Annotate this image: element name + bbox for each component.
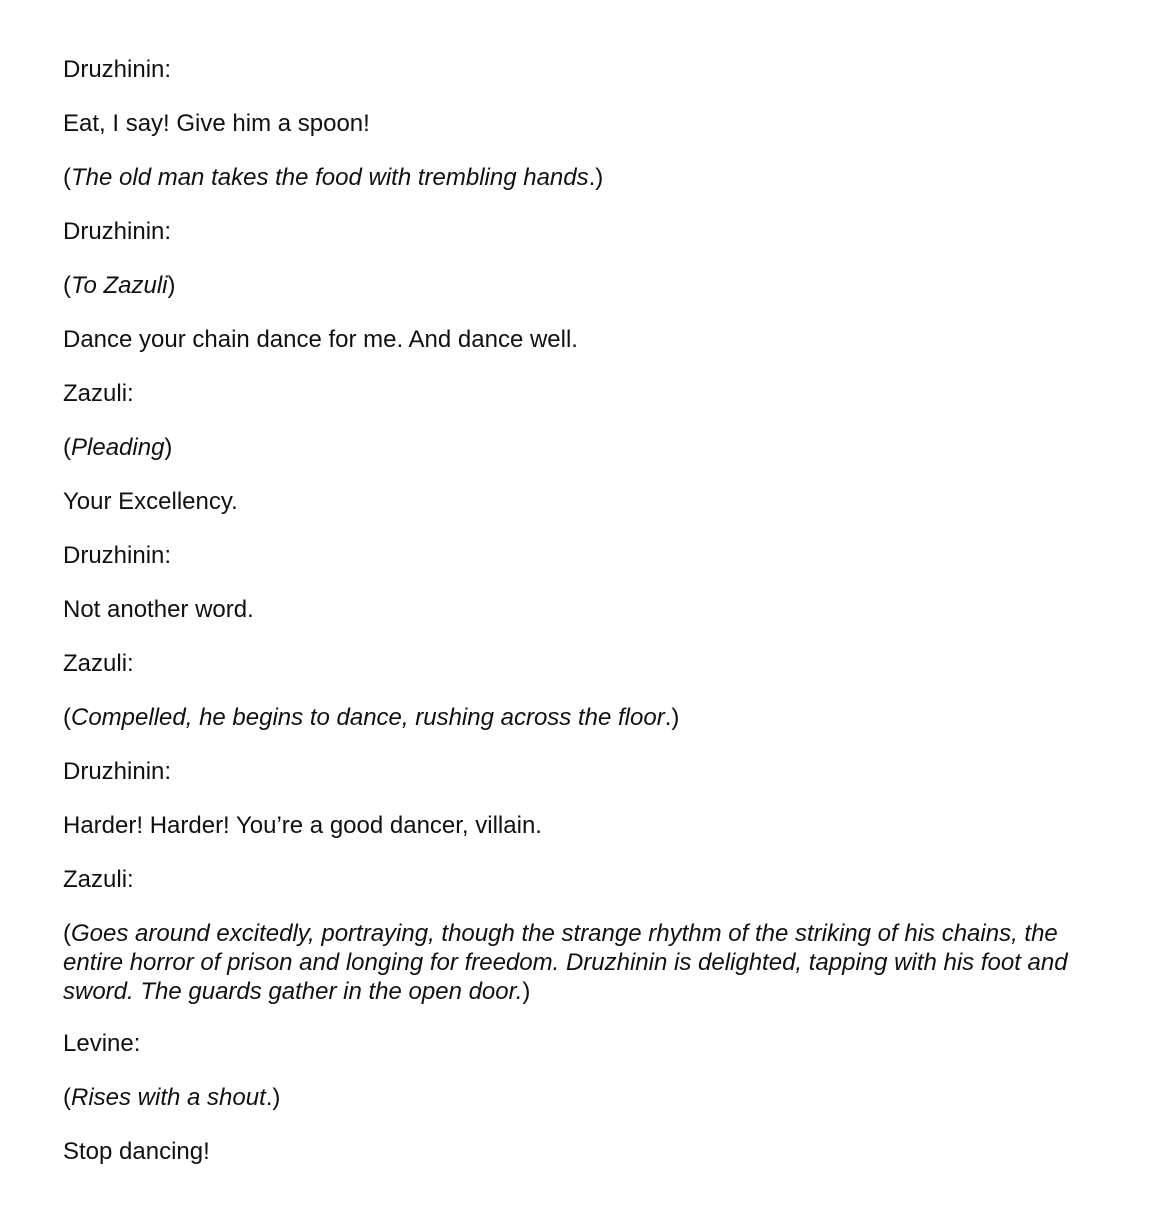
stage-direction-text: Pleading	[71, 434, 165, 461]
stage-direction: (Rises with a shout.)	[63, 1084, 281, 1111]
dialogue-line: Dance your chain dance for me. And dance well.	[63, 326, 578, 353]
speaker-name: Druzhinin:	[63, 758, 172, 785]
stage-direction: (Goes around excitedly, portraying, though the strange rhythm of the striking of his chains, the entire horror of prison and longing for freedom. Druzhinin is delighted, tapping with his foot and sword. The guards gather in the open door.)	[63, 920, 1068, 1005]
stage-direction: (Pleading)	[63, 434, 173, 461]
speaker-name: Zazuli:	[63, 866, 134, 893]
stage-direction-close: .)	[265, 1084, 281, 1111]
stage-direction: (Compelled, he begins to dance, rushing across the floor.)	[63, 704, 680, 731]
dialogue-line: Not another word.	[63, 596, 254, 623]
stage-direction: (To Zazuli)	[63, 272, 176, 299]
speaker-name: Druzhinin:	[63, 56, 172, 83]
speaker-name: Zazuli:	[63, 380, 134, 407]
stage-direction-text: Compelled, he begins to dance, rushing across the floor	[71, 704, 665, 731]
dialogue-line: Harder! Harder! You’re a good dancer, villain.	[63, 812, 542, 839]
stage-direction-text: The old man takes the food with trembling hands	[71, 164, 589, 191]
stage-direction-text: Goes around excitedly, portraying, though the strange rhythm of the striking of his chains, the entire horror of prison and longing for freedom. Druzhinin is delighted, tapping with his foot and sword. The guards gather in the open door.	[63, 920, 1068, 1005]
speaker-name: Zazuli:	[63, 650, 134, 677]
speaker-name: Druzhinin:	[63, 218, 172, 245]
dialogue-line: Stop dancing!	[63, 1138, 210, 1165]
stage-direction-close: )	[164, 434, 173, 461]
stage-direction-close: .)	[664, 704, 680, 731]
stage-direction-close: )	[167, 272, 176, 299]
dialogue-line: Eat, I say! Give him a spoon!	[63, 110, 370, 137]
speaker-name: Levine:	[63, 1030, 141, 1057]
dialogue-line: Your Excellency.	[63, 488, 238, 515]
stage-direction-close: .)	[588, 164, 604, 191]
stage-direction-text: Rises with a shout	[71, 1084, 266, 1111]
stage-direction: (The old man takes the food with trembling hands.)	[63, 164, 604, 191]
stage-direction-text: To Zazuli	[71, 272, 168, 299]
stage-direction-close: )	[522, 978, 531, 1005]
speaker-name: Druzhinin:	[63, 542, 172, 569]
